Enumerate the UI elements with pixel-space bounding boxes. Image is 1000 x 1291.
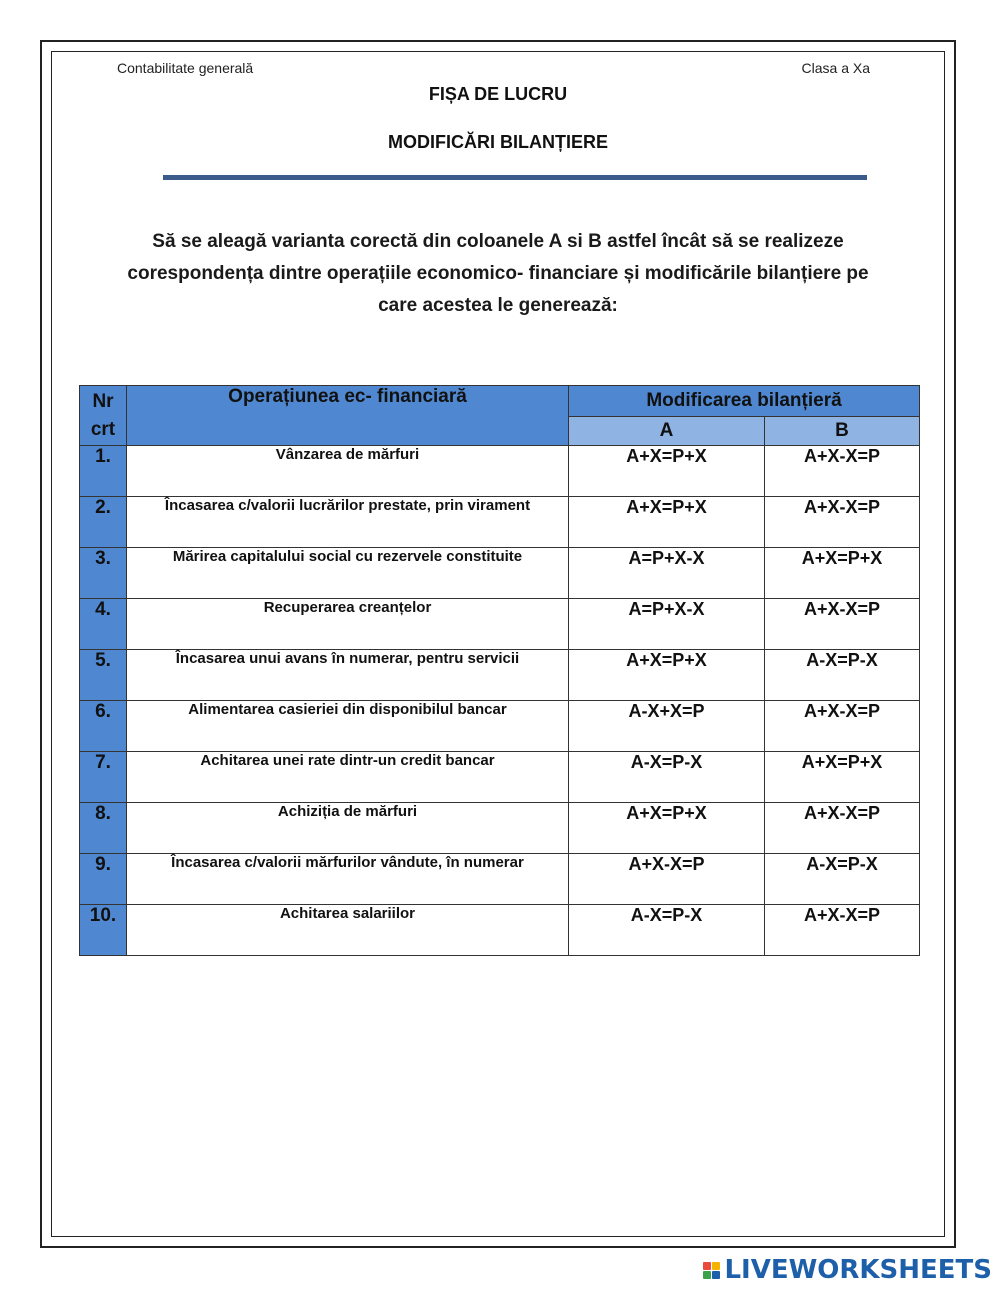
header-col-b: B — [765, 417, 920, 446]
option-a-cell[interactable]: A-X=P-X — [569, 752, 765, 803]
table-row — [80, 854, 920, 905]
row-number: 8. — [80, 803, 127, 854]
row-number: 10. — [80, 905, 127, 956]
header-modification: Modificarea bilanțieră — [569, 386, 920, 417]
option-a-cell[interactable]: A=P+X-X — [569, 548, 765, 599]
operation-cell: Achitarea salariilor — [127, 905, 569, 956]
option-a-cell[interactable]: A-X+X=P — [569, 701, 765, 752]
logo-block — [703, 1271, 711, 1279]
operation-cell: Mărirea capitalului social cu rezervele constituite — [127, 548, 569, 599]
row-number: 3. — [80, 548, 127, 599]
operations-table — [79, 385, 920, 956]
operation-cell: Vânzarea de mărfuri — [127, 446, 569, 497]
option-b-cell[interactable]: A+X-X=P — [765, 446, 920, 497]
row-number: 6. — [80, 701, 127, 752]
liveworksheets-logo — [703, 1255, 992, 1285]
option-a-cell[interactable]: A+X-X=P — [569, 854, 765, 905]
row-number: 4. — [80, 599, 127, 650]
logo-text: LIVEWORKSHEETS — [724, 1255, 992, 1285]
logo-block — [712, 1271, 720, 1279]
table-row — [80, 752, 920, 803]
row-number: 5. — [80, 650, 127, 701]
option-a-cell[interactable]: A+X=P+X — [569, 446, 765, 497]
option-b-cell[interactable]: A+X-X=P — [765, 701, 920, 752]
table-row — [80, 701, 920, 752]
title-divider — [163, 175, 867, 180]
table-row — [80, 548, 920, 599]
header-operation: Operațiunea ec- financiară — [127, 386, 569, 446]
operation-cell: Achitarea unei rate dintr-un credit bancar — [127, 752, 569, 803]
option-b-cell[interactable]: A+X-X=P — [765, 599, 920, 650]
operation-cell: Încasarea c/valorii lucrărilor prestate, prin virament — [127, 497, 569, 548]
subject-label: Contabilitate generală — [117, 60, 254, 76]
option-b-cell[interactable]: A-X=P-X — [765, 854, 920, 905]
option-a-cell[interactable]: A+X=P+X — [569, 497, 765, 548]
table-row — [80, 650, 920, 701]
header-nr: Nr crt — [80, 386, 127, 446]
option-b-cell[interactable]: A+X=P+X — [765, 548, 920, 599]
worksheet-subtitle: MODIFICĂRI BILANȚIERE — [388, 132, 608, 152]
option-b-cell[interactable]: A-X=P-X — [765, 650, 920, 701]
operation-cell: Alimentarea casieriei din disponibilul bancar — [127, 701, 569, 752]
operation-cell: Încasarea unui avans în numerar, pentru servicii — [127, 650, 569, 701]
row-number: 2. — [80, 497, 127, 548]
table-row — [80, 803, 920, 854]
option-a-cell[interactable]: A-X=P-X — [569, 905, 765, 956]
logo-block — [703, 1262, 711, 1270]
logo-block — [712, 1262, 720, 1270]
option-b-cell[interactable]: A+X-X=P — [765, 497, 920, 548]
header-col-a: A — [569, 417, 765, 446]
option-a-cell[interactable]: A+X=P+X — [569, 650, 765, 701]
row-number: 1. — [80, 446, 127, 497]
option-b-cell[interactable]: A+X=P+X — [765, 752, 920, 803]
table-row — [80, 599, 920, 650]
option-a-cell[interactable]: A=P+X-X — [569, 599, 765, 650]
worksheet-title: FIȘA DE LUCRU — [428, 84, 568, 104]
operation-cell: Achiziția de mărfuri — [127, 803, 569, 854]
instructions-text: Să se aleagă varianta corectă din coloanele A si B astfel încât să se realizeze corespondența dintre operațiile economico- financiare și modificările bilanțiere pe care acestea le generează: — [127, 231, 869, 316]
row-number: 9. — [80, 854, 127, 905]
operation-cell: Recuperarea creanțelor — [127, 599, 569, 650]
table-row — [80, 905, 920, 956]
row-number: 7. — [80, 752, 127, 803]
option-b-cell[interactable]: A+X-X=P — [765, 905, 920, 956]
logo-blocks-icon — [703, 1262, 720, 1279]
option-a-cell[interactable]: A+X=P+X — [569, 803, 765, 854]
table-row — [80, 446, 920, 497]
class-label: Clasa a Xa — [801, 60, 870, 76]
table-row — [80, 497, 920, 548]
option-b-cell[interactable]: A+X-X=P — [765, 803, 920, 854]
operation-cell: Încasarea c/valorii mărfurilor vândute, în numerar — [127, 854, 569, 905]
